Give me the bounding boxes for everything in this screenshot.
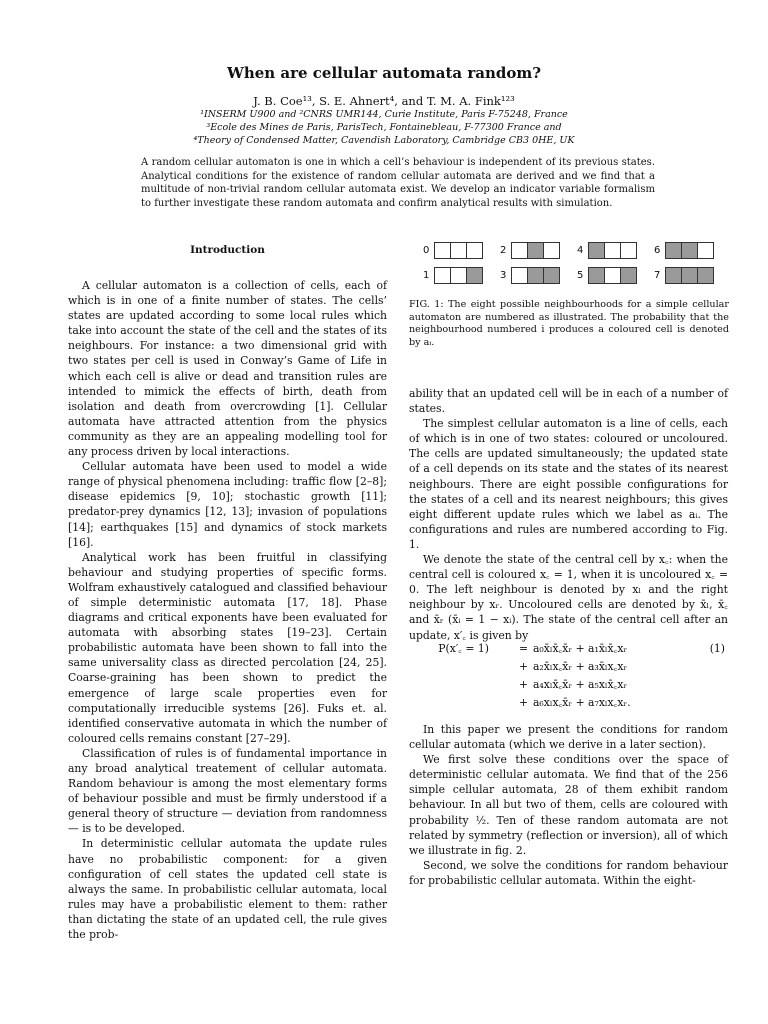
figure-caption: FIG. 1: The eight possible neighbourhoods for a simple cellular automaton are numbered as illustrated. The probability that the neighbourhood numbered i produces a coloured cell is denoted by aᵢ.	[409, 299, 729, 348]
equation-term: a₂x̄ₗx꜀x̄ᵣ + a₃x̄ₗx꜀xᵣ	[533, 660, 628, 673]
paragraph: Analytical work has been fruitful in classifying behaviour and studying properties of specific forms. Wolfram exhaustively catalogued and classified behaviour of simple deterministic automata [17, 18]. Phase diagrams and critical exponents have been evaluated for automata with absorbing states [19–23]. Certain probabilistic automata have been shown to fall into the same universality class as directed percolation [24, 25]. Coarse-graining has been shown to predict the emergence of large scale properties even for computationally irreducible systems [26]. Fuks et. al. identified conservative automata in which the number of coloured cells remains constant [27–29].	[68, 550, 387, 745]
uncoloured-cell	[543, 242, 560, 259]
abstract: A random cellular automaton is one in which a cell’s behaviour is independent of its previous states. Analytical conditions for the existence of random cellular automata are derived and we find that a multitude of non-trivial random cellular automata exist. We develop an indicator variable formalism to further investigate these random automata and confirm analytical results with simulation.	[141, 157, 655, 209]
uncoloured-cell	[450, 242, 467, 259]
left-column	[68, 278, 387, 942]
paragraph: A cellular automaton is a collection of cells, each of which is in one of a finite number of states. The cells’ states are updated according to some local rules which take into account the state of the cell and the states of its neighbours. For instance: a two dimensional grid with two states per cell is used in Conway’s Game of Life in which each cell is alive or dead and transition rules are intended to mimick the effects of birth, death from isolation and death from overcrowding [1]. Cellular automata have attracted attention from the physics community as they are an appealing modelling tool for any process driven by local interactions.	[68, 279, 387, 459]
uncoloured-cell	[434, 267, 451, 284]
neighbourhood-number: 6	[654, 245, 661, 256]
neighbourhood-number: 4	[577, 245, 584, 256]
uncoloured-cell	[604, 267, 621, 284]
neighbourhood-6	[654, 242, 714, 259]
plus-sign: +	[519, 678, 529, 691]
equation-term: a₆xₗx꜀x̄ᵣ + a₇xₗx꜀xᵣ.	[533, 696, 631, 709]
paragraph: Classification of rules is of fundamental importance in any broad analytical treatement of cellular automata. Random behaviour is among the most elementary forms of behaviour possible and must be firmly understood if a general theory of structure — deviation from randomness — is to be developed.	[68, 746, 387, 836]
neighbourhood-5	[577, 267, 637, 284]
paragraph: We denote the state of the central cell by x꜀: when the central cell is coloured x꜀ = 1, when it is uncoloured x꜀ = 0. The left neighbour is denoted by xₗ and the right neighbour by xᵣ. Uncoloured cells are denoted by x̄ₗ, x̄꜀ and x̄ᵣ (x̄ᵢ = 1 − xᵢ). The state of the central cell after an update, x′꜀ is given by	[409, 553, 728, 642]
coloured-cell	[588, 267, 605, 284]
paragraph: In deterministic cellular automata the update rules have no probabilistic component: for a given configuration of cell states the updated cell state is always the same. In probabilistic cellular automata, local rules may have a probabilistic element to them: rather than dictating the state of an updated cell, the rule gives the prob-	[68, 837, 387, 942]
neighbourhood-0	[423, 242, 483, 259]
paper-title: When are cellular automata random?	[226, 64, 542, 82]
neighbourhood-7	[654, 267, 714, 284]
neighbourhood-number: 7	[654, 270, 661, 281]
coloured-cell	[697, 267, 714, 284]
coloured-cell	[665, 267, 682, 284]
uncoloured-cell	[434, 242, 451, 259]
neighbourhood-4	[577, 242, 637, 259]
affiliation-1: ¹INSERM U900 and ²CNRS UMR144, Curie Institute, Paris F-75248, France	[200, 109, 568, 120]
plus-sign: +	[519, 696, 529, 709]
coloured-cell	[543, 267, 560, 284]
uncoloured-cell	[604, 242, 621, 259]
uncoloured-cell	[511, 242, 528, 259]
coloured-cell	[681, 242, 698, 259]
neighbourhood-number: 0	[423, 245, 430, 256]
plus-sign: +	[519, 660, 529, 673]
uncoloured-cell	[450, 267, 467, 284]
coloured-cell	[588, 242, 605, 259]
neighbourhood-number: 2	[500, 245, 507, 256]
paragraph: In this paper we present the conditions for random cellular automata (which we derive in a later section).	[409, 723, 728, 752]
neighbourhood-1	[423, 267, 483, 284]
coloured-cell	[620, 267, 637, 284]
neighbourhood-number: 1	[423, 270, 430, 281]
equation-number: (1)	[709, 642, 725, 655]
equation-1	[409, 640, 729, 712]
affiliation-2: ³Ecole des Mines de Paris, ParisTech, Fontainebleau, F-77300 France and	[206, 122, 562, 133]
neighbourhood-number: 5	[577, 270, 584, 281]
paragraph: Cellular automata have been used to model a wide range of physical phenomena including: traffic flow [2–8]; disease epidemics [9, 10]; stochastic growth [11]; predator-prey dynamics [12, 13]; invasion of populations [14]; earthquakes [15] and dynamics of stock markets [16].	[68, 460, 387, 549]
equation-term: a₄xₗx̄꜀x̄ᵣ + a₅xₗx̄꜀xᵣ	[533, 678, 628, 691]
uncoloured-cell	[620, 242, 637, 259]
uncoloured-cell	[466, 242, 483, 259]
neighbourhood-3	[500, 267, 560, 284]
coloured-cell	[665, 242, 682, 259]
right-column-top	[409, 386, 728, 643]
coloured-cell	[527, 267, 544, 284]
paragraph: The simplest cellular automaton is a line of cells, each of which is in one of two states: coloured or uncoloured. The cells are updated simultaneously; the updated state of a cell depends on its state and the states of its nearest neighbours. There are eight possible configurations for the states of a cell and its nearest neighbours; this gives eight different update rules which we label as aᵢ. The configurations and rules are numbered according to Fig. 1.	[409, 417, 728, 551]
affiliation-3: ⁴Theory of Condensed Matter, Cavendish Laboratory, Cambridge CB3 0HE, UK	[193, 135, 575, 146]
coloured-cell	[681, 267, 698, 284]
equals-sign: =	[519, 642, 529, 655]
author-list: J. B. Coe¹³, S. E. Ahnert⁴, and T. M. A. Fink¹²³	[253, 94, 515, 108]
coloured-cell	[466, 267, 483, 284]
paragraph: We first solve these conditions over the space of deterministic cellular automata. We find that of the 256 simple cellular automata, 28 of them exhibit random behaviour. In all but two of them, cells are coloured with probability ½. Ten of these random automata are not related by symmetry (reflection or inversion), all of which we illustrate in fig. 2.	[409, 753, 728, 857]
equation-lhs: P(x′꜀ = 1)	[438, 642, 489, 655]
neighbourhood-2	[500, 242, 560, 259]
equation-term: a₀x̄ₗx̄꜀x̄ᵣ + a₁x̄ₗx̄꜀xᵣ	[533, 642, 628, 655]
paragraph: ability that an updated cell will be in each of a number of states.	[409, 387, 728, 416]
neighbourhood-number: 3	[500, 270, 507, 281]
right-column-bottom	[409, 722, 728, 888]
uncoloured-cell	[511, 267, 528, 284]
uncoloured-cell	[697, 242, 714, 259]
paragraph: Second, we solve the conditions for random behaviour for probabilistic cellular automata. Within the eight-	[409, 858, 728, 887]
coloured-cell	[527, 242, 544, 259]
section-heading: Introduction	[190, 244, 265, 256]
